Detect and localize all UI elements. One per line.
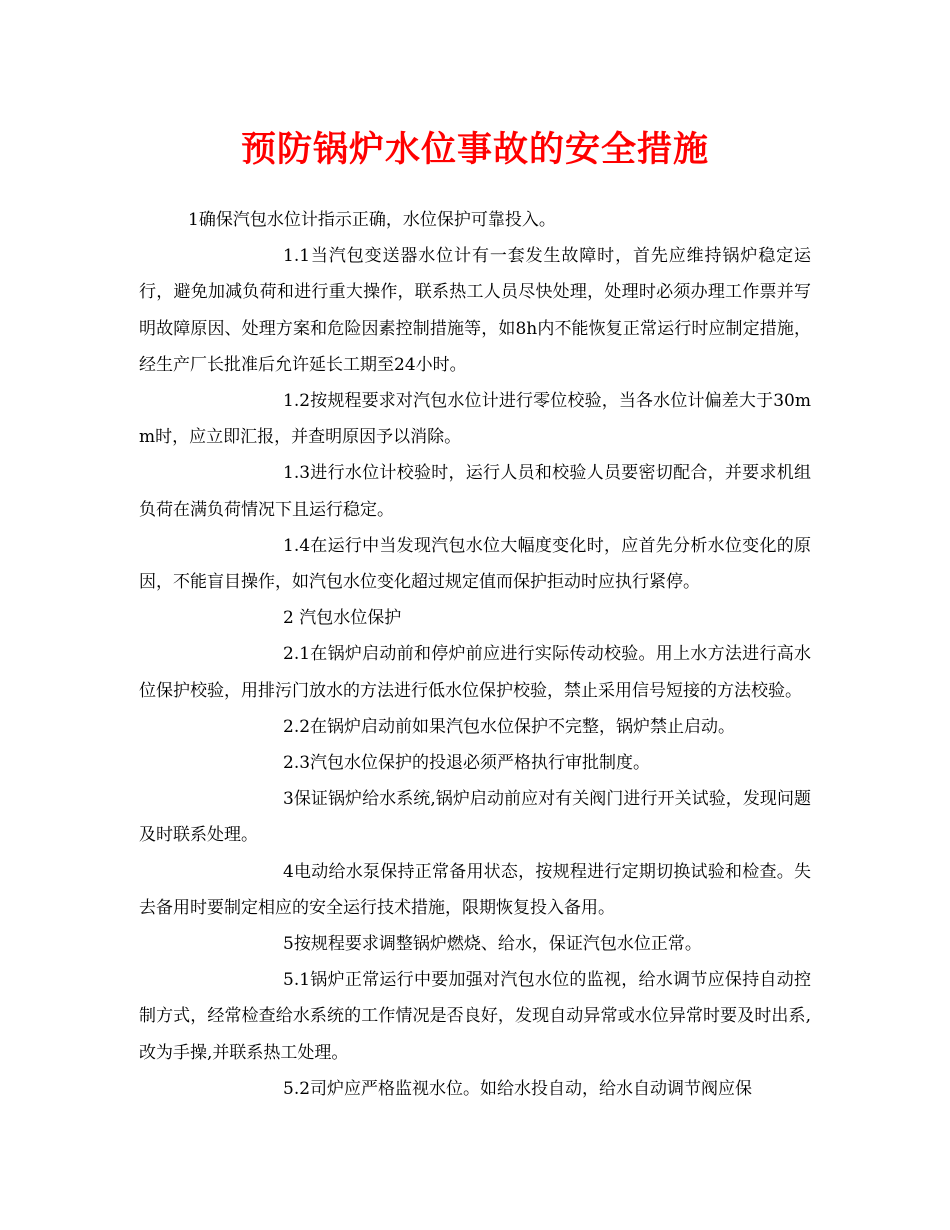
paragraph-section-1: 1确保汽包水位计指示正确，水位保护可靠投入。 xyxy=(188,210,556,230)
paragraph-section-1-1: 1.1当汽包变送器水位计有一套发生故障时，首先应维持锅炉稳定运行，避免加减负荷和进行重大操作，联系热工人员尽快处理，处理时必须办理工作票并写明故障原因、处理方案和危险因素控制措施等，如8h内不能恢复正常运行时应制定措施，经生产厂长批准后允许延长工期至24小时。 xyxy=(139,246,811,375)
paragraph-section-1-2: 1.2按规程要求对汽包水位计进行零位校验，当各水位计偏差大于30mm时，应立即汇报，并查明原因予以消除。 xyxy=(139,391,811,448)
document-body xyxy=(139,202,811,1107)
paragraph-section-1-4: 1.4在运行中当发现汽包水位大幅度变化时，应首先分析水位变化的原因，不能盲目操作，如汽包水位变化超过规定值而保护拒动时应执行紧停。 xyxy=(139,535,811,593)
paragraph-section-2-1: 2.1在锅炉启动前和停炉前应进行实际传动校验。用上水方法进行高水位保护校验，用排污门放水的方法进行低水位保护校验，禁止采用信号短接的方法校验。 xyxy=(139,644,811,701)
paragraph-section-5-1: 5.1锅炉正常运行中要加强对汽包水位的监视，给水调节应保持自动控制方式，经常检查给水系统的工作情况是否良好，发现自动异常或水位异常时要及时出系,改为手操,并联系热工处理。 xyxy=(139,970,811,1063)
paragraph-section-2: 2 汽包水位保护 xyxy=(283,608,402,629)
paragraph-section-2-3: 2.3汽包水位保护的投退必须严格执行审批制度。 xyxy=(283,753,651,774)
paragraph-section-5: 5按规程要求调整锅炉燃烧、给水，保证汽包水位正常。 xyxy=(283,934,702,955)
paragraph-section-2-2: 2.2在锅炉启动前如果汽包水位保护不完整，锅炉禁止启动。 xyxy=(283,716,736,737)
paragraph-section-5-2: 5.2司炉应严格监视水位。如给水投自动，给水自动调节阀应保 xyxy=(283,1078,753,1099)
paragraph-section-3: 3保证锅炉给水系统,锅炉启动前应对有关阀门进行开关试验，发现问题及时联系处理。 xyxy=(139,789,811,846)
paragraph-section-1-3: 1.3进行水位计校验时，运行人员和校验人员要密切配合，并要求机组负荷在满负荷情况下且运行稳定。 xyxy=(139,463,811,520)
document-title: 预防锅炉水位事故的安全措施 xyxy=(240,129,709,170)
paragraph-section-4: 4电动给水泵保持正常备用状态，按规程进行定期切换试验和检查。失去备用时要制定相应的安全运行技术措施，限期恢复投入备用。 xyxy=(139,861,811,918)
